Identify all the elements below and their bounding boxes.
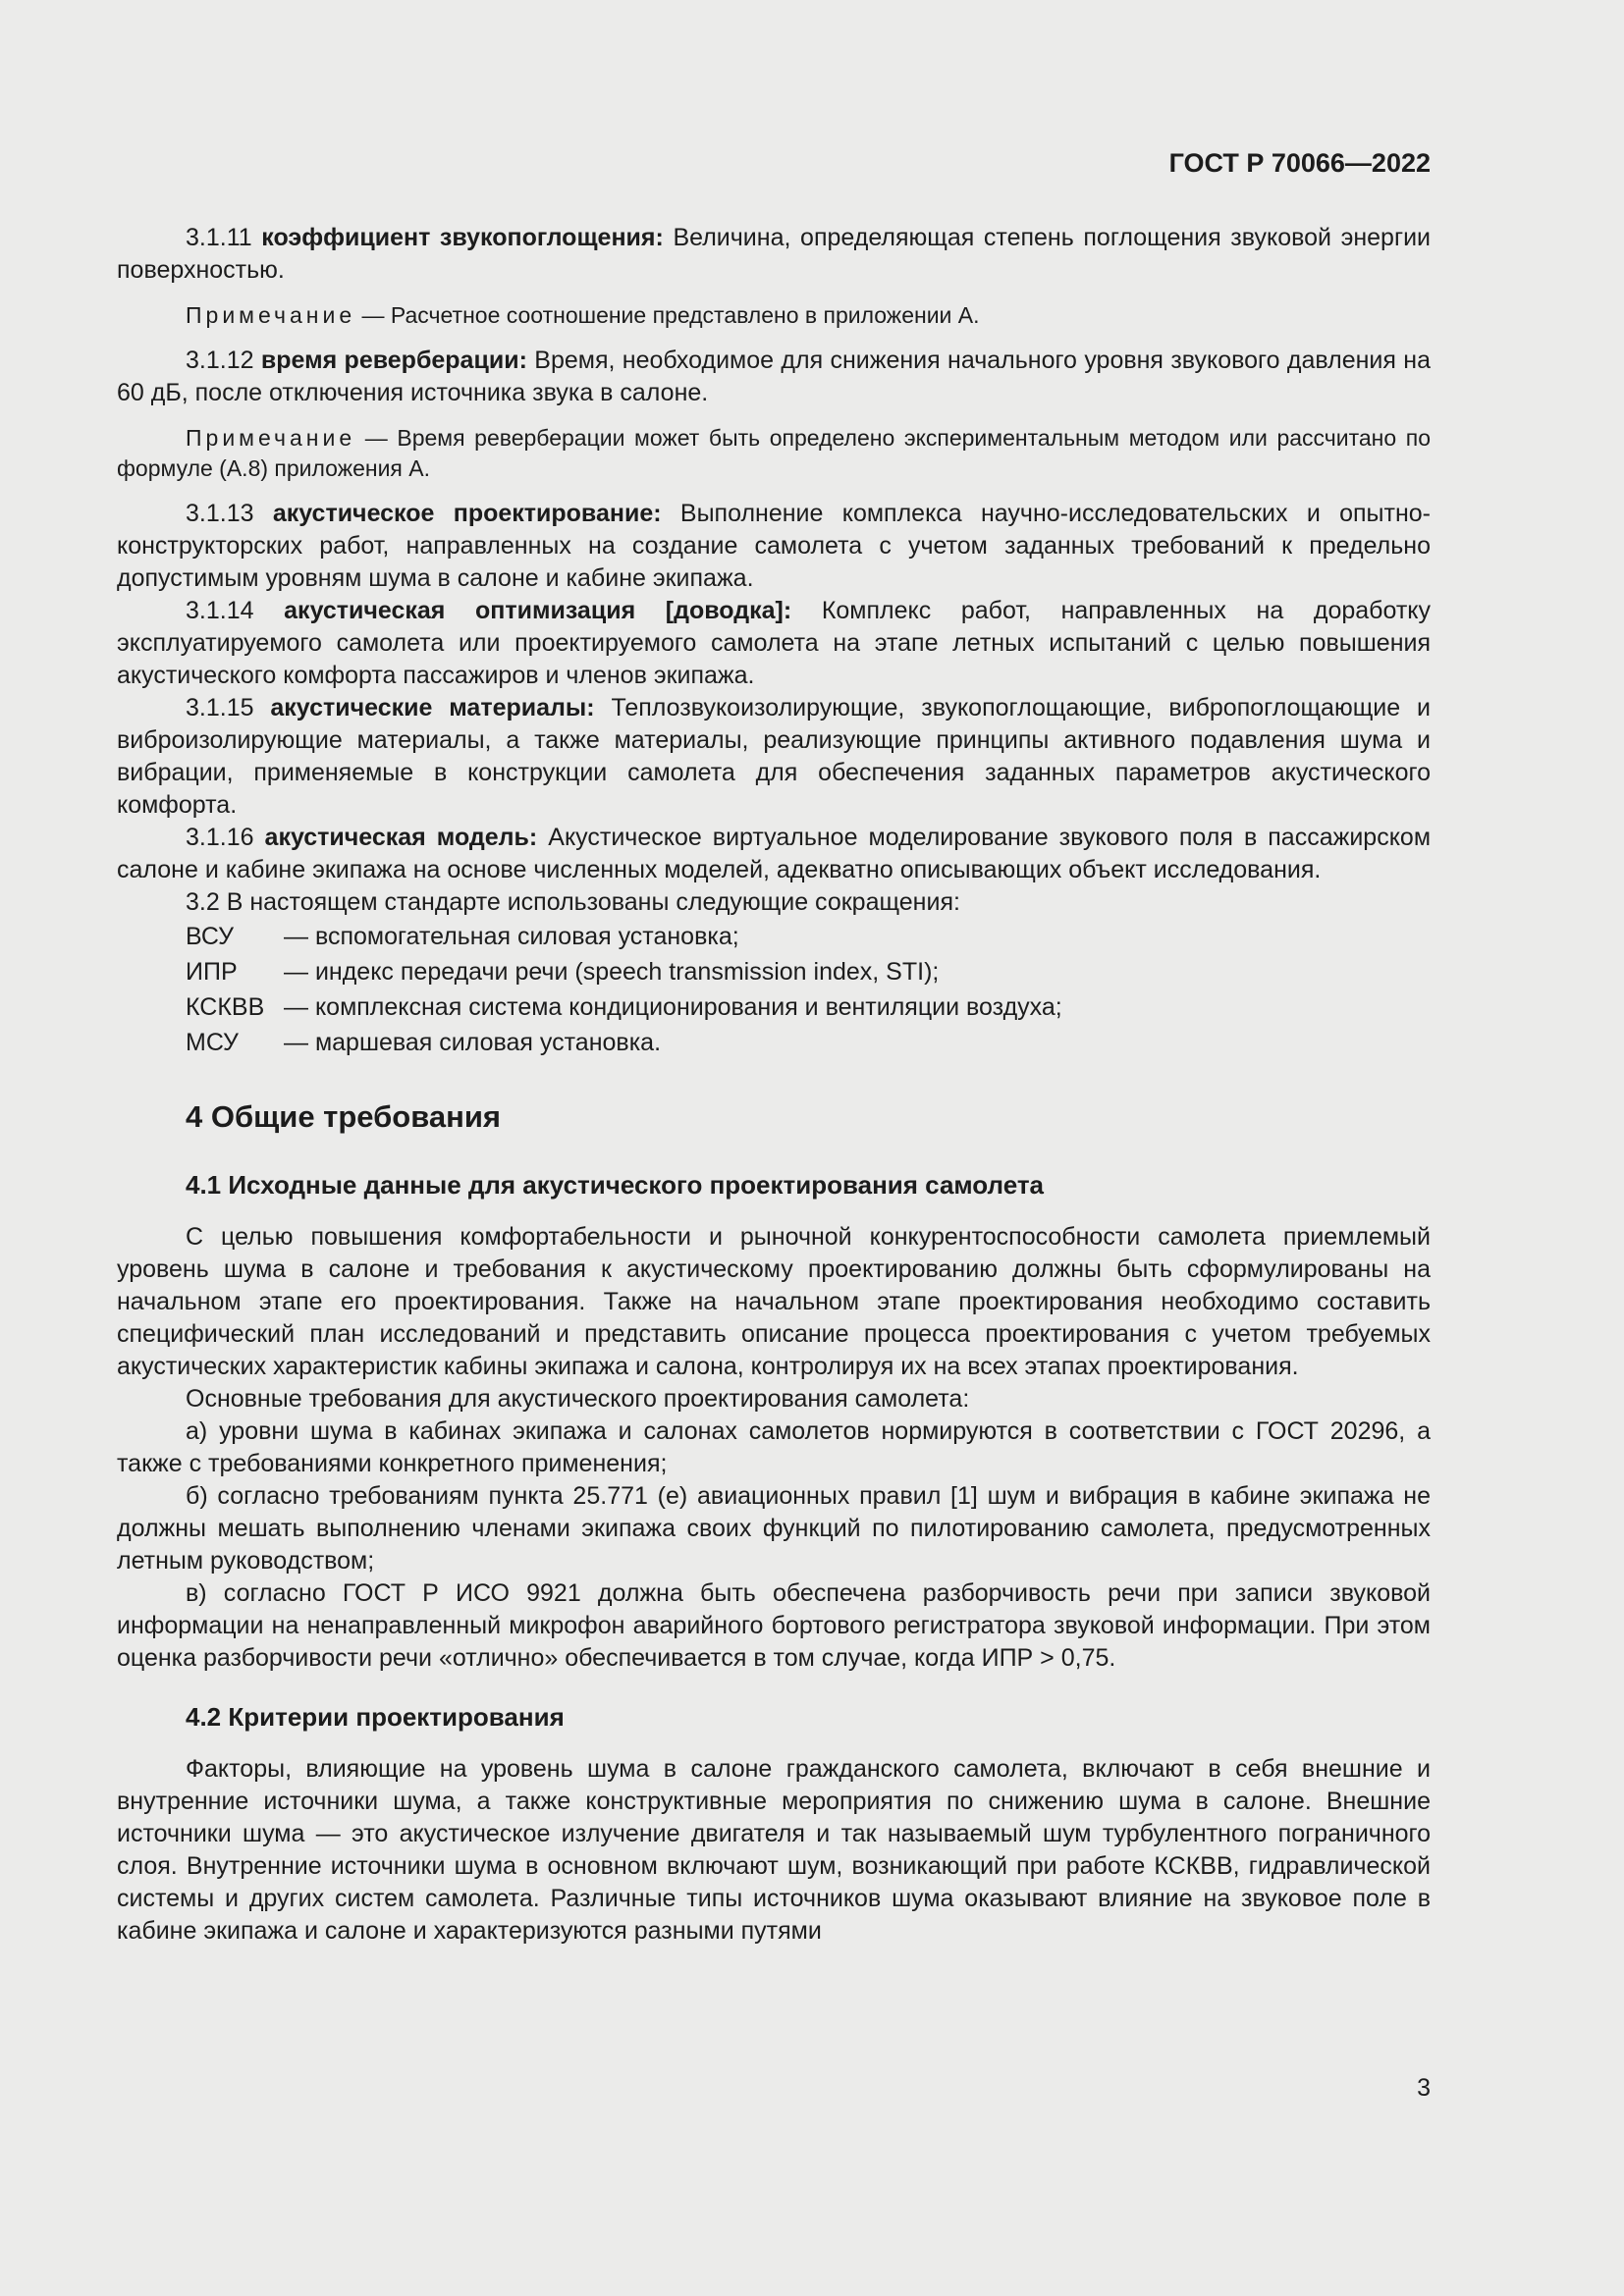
note-text: Расчетное соотношение представлено в приложении А. [390,302,980,328]
definition-term: акустические материалы: [270,694,595,721]
abbreviation-value: — вспомогательная силовая установка; [284,923,739,950]
definition-text: Выполнение комплекса научно-исследовательских и опытно-конструкторских работ, направленных на создание самолета с учетом заданных требований к предельно допустимым уровням шума в салоне и кабине экипажа. [117,500,1431,592]
definition-term: акустическая оптимизация [доводка]: [284,597,792,624]
note-dash: — [361,302,385,328]
abbreviation-item [186,954,1431,989]
page-number: 3 [1417,2074,1431,2102]
definition-3-1-15 [117,692,1431,822]
subsection-title: 4.2 Критерии проектирования [186,1702,565,1732]
definition-number: 3.1.14 [186,597,254,624]
definition-term: время реверберации: [260,347,527,374]
definition-number: 3.1.16 [186,824,254,851]
definition-number: 3.1.11 [186,224,252,251]
definition-3-1-14 [117,595,1431,692]
abbreviation-item [186,989,1431,1025]
list-item-a: а) уровни шума в кабинах экипажа и салонах самолетов нормируются в соответствии с ГОСТ 20296, а также с требованиями конкретного применения; [117,1417,1431,1477]
note-1 [117,300,1431,331]
note-label: Примечание [186,302,356,328]
definition-number: 3.1.15 [186,694,254,721]
list-item-c: в) согласно ГОСТ Р ИСО 9921 должна быть обеспечена разборчивость речи при записи звуковой информации на ненаправленный микрофон аварийного бортового регистратора звуковой информации. При этом оценка разборчивости речи «отлично» обеспечивается в том случае, когда ИПР > 0,75. [117,1579,1431,1672]
note-2 [117,423,1431,484]
note-text: Время реверберации может быть определено экспериментальным методом или рассчитано по формуле (А.8) приложения А. [117,425,1432,481]
definition-number: 3.1.13 [186,500,254,527]
subsection-title: 4.1 Исходные данные для акустического проектирования самолета [186,1170,1045,1200]
section-title: 4 Общие требования [186,1099,501,1134]
paragraph: Основные требования для акустического проектирования самолета: [186,1385,970,1413]
definition-term: акустическая модель: [264,824,538,851]
abbreviation-key: ИПР [186,958,238,986]
abbreviation-item [186,919,1431,954]
definition-3-1-13 [117,498,1431,595]
abbreviation-key: МСУ [186,1029,239,1056]
abbreviation-value: — маршевая силовая установка. [284,1029,662,1056]
definition-3-1-12 [117,345,1431,409]
abbreviation-key: КСКВВ [186,993,265,1021]
definition-text: Время, необходимое для снижения начального уровня звукового давления на 60 дБ, после отключения источника звука в салоне. [117,347,1431,406]
definition-term: акустическое проектирование: [272,500,662,527]
abbreviation-item [186,1025,1431,1060]
note-label: Примечание [186,425,356,451]
definition-text: Акустическое виртуальное моделирование звукового поля в пассажирском салоне и кабине экипажа на основе численных моделей, адекватно описывающих объект исследования. [117,824,1431,883]
abbreviations-list [117,919,1431,1060]
abbreviation-value: — комплексная система кондиционирования и вентиляции воздуха; [284,993,1062,1021]
definition-text: Величина, определяющая степень поглощения звуковой энергии поверхностью. [117,224,1432,284]
document-content [117,222,1431,1948]
abbreviation-value: — индекс передачи речи (speech transmission index, STI); [284,958,940,986]
definition-3-1-11 [117,222,1431,287]
definition-number: 3.1.12 [186,347,254,374]
definition-term: коэффициент звукопоглощения: [261,224,664,251]
definition-3-1-16 [117,822,1431,886]
list-item-b: б) согласно требованиям пункта 25.771 (е) авиационных правил [1] шум и вибрация в кабине экипажа не должны мешать выполнению членами экипажа своих функций по пилотированию самолета, предусмотренных летным руководством; [117,1482,1431,1575]
abbreviation-key: ВСУ [186,923,234,950]
document-header: ГОСТ Р 70066—2022 [1168,148,1431,178]
definition-text: Теплозвукоизолирующие, звукопоглощающие, вибропоглощающие и виброизолирующие материалы, а также материалы, реализующие принципы активного подавления шума и вибрации, применяемые в конструкции самолета для обеспечения заданных параметров акустического комфорта. [117,694,1431,819]
abbreviations-intro: 3.2 В настоящем стандарте использованы следующие сокращения: [186,888,960,916]
paragraph: Факторы, влияющие на уровень шума в салоне гражданского самолета, включают в себя внешние и внутренние источники шума, а также конструктивные мероприятия по снижению шума в салоне. Внешние источники шума — это акустическое излучение двигателя и так называемый шум турбулентного пограничного слоя. Внутренние источники шума в основном включают шум, возникающий при работе КСКВВ, гидравлической системы и других систем самолета. Различные типы источников шума оказывают влияние на звуковое поле в кабине экипажа и салоне и характеризуются разными путями [117,1755,1431,1945]
definition-text: Комплекс работ, направленных на доработку эксплуатируемого самолета или проектируемого самолета на этапе летных испытаний с целью повышения акустического комфорта пассажиров и членов экипажа. [117,597,1432,689]
paragraph: С целью повышения комфортабельности и рыночной конкурентоспособности самолета приемлемый уровень шума в салоне и требования к акустическому проектированию должны быть сформулированы на начальном этапе его проектирования. Также на начальном этапе проектирования необходимо составить специфический план исследований и представить описание процесса проектирования с учетом требуемых акустических характеристик кабины экипажа и салона, контролируя их на всех этапах проектирования. [117,1223,1431,1380]
note-dash: — [364,425,388,451]
